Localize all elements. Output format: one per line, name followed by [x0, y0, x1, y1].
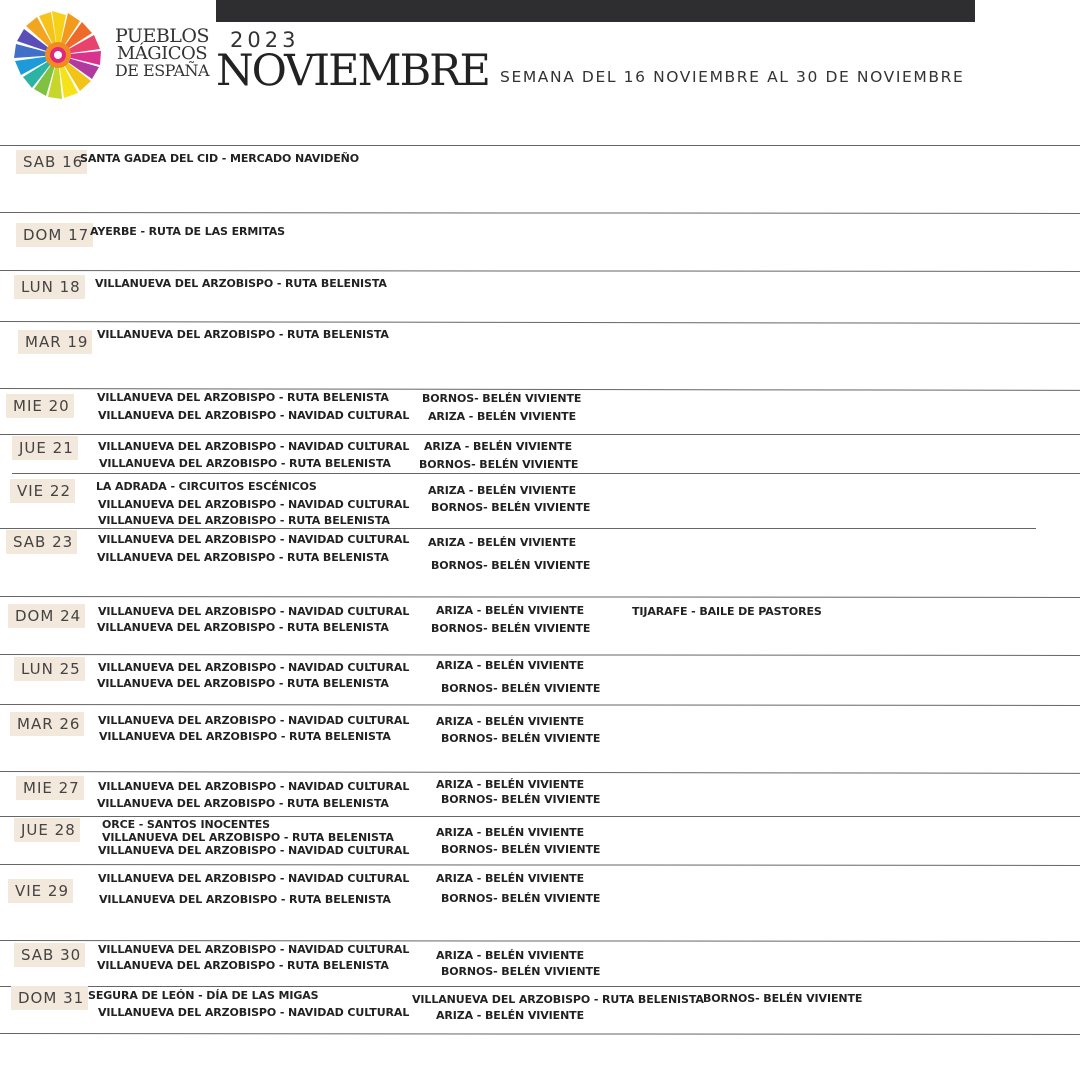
event-entry: BORNOS- BELÉN VIVIENTE: [431, 622, 591, 635]
row-divider: [0, 986, 1080, 987]
day-label: SAB 23: [6, 530, 77, 554]
event-entry: TIJARAFE - BAILE DE PASTORES: [632, 605, 822, 618]
event-entry: ARIZA - BELÉN VIVIENTE: [436, 604, 584, 617]
event-entry: VILLANUEVA DEL ARZOBISPO - NAVIDAD CULTURAL: [98, 714, 410, 727]
event-entry: VILLANUEVA DEL ARZOBISPO - RUTA BELENISTA: [102, 831, 394, 844]
event-entry: BORNOS- BELÉN VIVIENTE: [419, 458, 579, 471]
day-label: VIE 22: [10, 479, 75, 503]
event-entry: VILLANUEVA DEL ARZOBISPO - NAVIDAD CULTURAL: [98, 661, 410, 674]
event-entry: LA ADRADA - CIRCUITOS ESCÉNICOS: [96, 480, 317, 493]
event-entry: BORNOS- BELÉN VIVIENTE: [441, 892, 601, 905]
event-entry: BORNOS- BELÉN VIVIENTE: [441, 793, 601, 806]
top-dark-bar: [216, 0, 975, 22]
event-entry: ORCE - SANTOS INOCENTES: [102, 818, 270, 831]
day-label: JUE 28: [14, 818, 80, 842]
row-divider: [0, 212, 1080, 214]
event-entry: BORNOS- BELÉN VIVIENTE: [422, 392, 582, 405]
event-entry: VILLANUEVA DEL ARZOBISPO - RUTA BELENISTA: [97, 621, 389, 634]
row-divider: [12, 473, 1080, 474]
event-entry: SANTA GADEA DEL CID - MERCADO NAVIDEÑO: [80, 152, 359, 165]
day-label: LUN 18: [14, 275, 85, 299]
event-entry: VILLANUEVA DEL ARZOBISPO - NAVIDAD CULTURAL: [98, 533, 410, 546]
logo-line-3: DE ESPAÑA: [114, 61, 210, 80]
event-entry: ARIZA - BELÉN VIVIENTE: [428, 484, 576, 497]
day-label: DOM 17: [16, 223, 93, 247]
day-label: MIE 20: [6, 394, 74, 418]
row-divider: [0, 816, 1080, 817]
row-divider: [0, 1033, 1080, 1035]
logo-line-2: MÁGICOS: [116, 43, 208, 64]
event-entry: VILLANUEVA DEL ARZOBISPO - NAVIDAD CULTURAL: [98, 409, 410, 422]
event-entry: VILLANUEVA DEL ARZOBISPO - NAVIDAD CULTURAL: [98, 1006, 410, 1019]
event-entry: VILLANUEVA DEL ARZOBISPO - NAVIDAD CULTURAL: [98, 872, 410, 885]
event-entry: VILLANUEVA DEL ARZOBISPO - RUTA BELENISTA: [99, 730, 391, 743]
event-entry: VILLANUEVA DEL ARZOBISPO - RUTA BELENISTA: [97, 959, 389, 972]
year-label: 2023: [230, 28, 300, 52]
event-entry: BORNOS- BELÉN VIVIENTE: [441, 682, 601, 695]
event-entry: VILLANUEVA DEL ARZOBISPO - NAVIDAD CULTURAL: [98, 943, 410, 956]
row-divider: [0, 321, 1080, 324]
event-entry: VILLANUEVA DEL ARZOBISPO - RUTA BELENISTA: [97, 677, 389, 690]
event-entry: SEGURA DE LEÓN - DÍA DE LAS MIGAS: [88, 989, 319, 1002]
row-divider: [0, 654, 1080, 656]
event-entry: VILLANUEVA DEL ARZOBISPO - NAVIDAD CULTURAL: [98, 498, 410, 511]
row-divider: [0, 596, 1080, 598]
event-entry: VILLANUEVA DEL ARZOBISPO - RUTA BELENISTA: [97, 797, 389, 810]
row-divider: [0, 704, 1080, 706]
day-label: DOM 24: [8, 604, 85, 628]
day-label: SAB 16: [16, 150, 87, 174]
event-entry: ARIZA - BELÉN VIVIENTE: [436, 872, 584, 885]
row-divider: [0, 771, 1080, 774]
day-label: VIE 29: [8, 879, 73, 903]
sun-flower-icon: [12, 8, 108, 103]
event-entry: VILLANUEVA DEL ARZOBISPO - NAVIDAD CULTURAL: [98, 440, 410, 453]
logo-line-1: PUEBLOS: [114, 25, 209, 47]
event-entry: VILLANUEVA DEL ARZOBISPO - NAVIDAD CULTURAL: [98, 844, 410, 857]
event-entry: VILLANUEVA DEL ARZOBISPO - NAVIDAD CULTURAL: [98, 780, 410, 793]
event-entry: ARIZA - BELÉN VIVIENTE: [428, 410, 576, 423]
row-divider: [0, 864, 1080, 866]
day-label: LUN 25: [14, 657, 85, 681]
event-entry: BORNOS- BELÉN VIVIENTE: [703, 992, 863, 1005]
event-entry: VILLANUEVA DEL ARZOBISPO - RUTA BELENISTA: [99, 893, 391, 906]
month-title: NOVIEMBRE: [216, 46, 489, 96]
event-entry: ARIZA - BELÉN VIVIENTE: [424, 440, 572, 453]
event-entry: ARIZA - BELÉN VIVIENTE: [436, 1009, 584, 1022]
row-divider: [0, 940, 1080, 942]
event-entry: BORNOS- BELÉN VIVIENTE: [441, 965, 601, 978]
day-label: SAB 30: [14, 943, 85, 967]
event-entry: ARIZA - BELÉN VIVIENTE: [436, 778, 584, 791]
event-entry: ARIZA - BELÉN VIVIENTE: [436, 715, 584, 728]
event-entry: VILLANUEVA DEL ARZOBISPO - RUTA BELENISTA: [99, 457, 391, 470]
week-range-label: SEMANA DEL 16 NOVIEMBRE AL 30 DE NOVIEMBRE: [500, 68, 965, 86]
event-entry: BORNOS- BELÉN VIVIENTE: [441, 732, 601, 745]
event-entry: ARIZA - BELÉN VIVIENTE: [428, 536, 576, 549]
event-entry: VILLANUEVA DEL ARZOBISPO - RUTA BELENISTA: [95, 277, 387, 290]
event-entry: ARIZA - BELÉN VIVIENTE: [436, 949, 584, 962]
day-label: MIE 27: [16, 776, 84, 800]
event-entry: ARIZA - BELÉN VIVIENTE: [436, 659, 584, 672]
event-entry: VILLANUEVA DEL ARZOBISPO - NAVIDAD CULTURAL: [98, 605, 410, 618]
event-entry: AYERBE - RUTA DE LAS ERMITAS: [90, 225, 285, 238]
event-entry: VILLANUEVA DEL ARZOBISPO - RUTA BELENISTA: [98, 514, 390, 527]
row-divider: [0, 145, 1080, 146]
day-label: MAR 19: [18, 330, 92, 354]
event-entry: BORNOS- BELÉN VIVIENTE: [431, 501, 591, 514]
day-label: DOM 31: [11, 986, 88, 1010]
event-entry: VILLANUEVA DEL ARZOBISPO - RUTA BELENISTA: [97, 391, 389, 404]
event-entry: VILLANUEVA DEL ARZOBISPO - RUTA BELENISTA: [97, 328, 389, 341]
event-entry: VILLANUEVA DEL ARZOBISPO - RUTA BELENISTA: [97, 551, 389, 564]
row-divider: [0, 434, 1080, 435]
event-entry: BORNOS- BELÉN VIVIENTE: [441, 843, 601, 856]
day-label: MAR 26: [10, 712, 84, 736]
event-entry: ARIZA - BELÉN VIVIENTE: [436, 826, 584, 839]
pueblos-magicos-logo: [12, 8, 212, 103]
event-entry: VILLANUEVA DEL ARZOBISPO - RUTA BELENISTA: [412, 993, 704, 1006]
day-label: JUE 21: [12, 436, 78, 460]
event-entry: BORNOS- BELÉN VIVIENTE: [431, 559, 591, 572]
row-divider: [0, 528, 1036, 529]
row-divider: [0, 270, 1080, 272]
